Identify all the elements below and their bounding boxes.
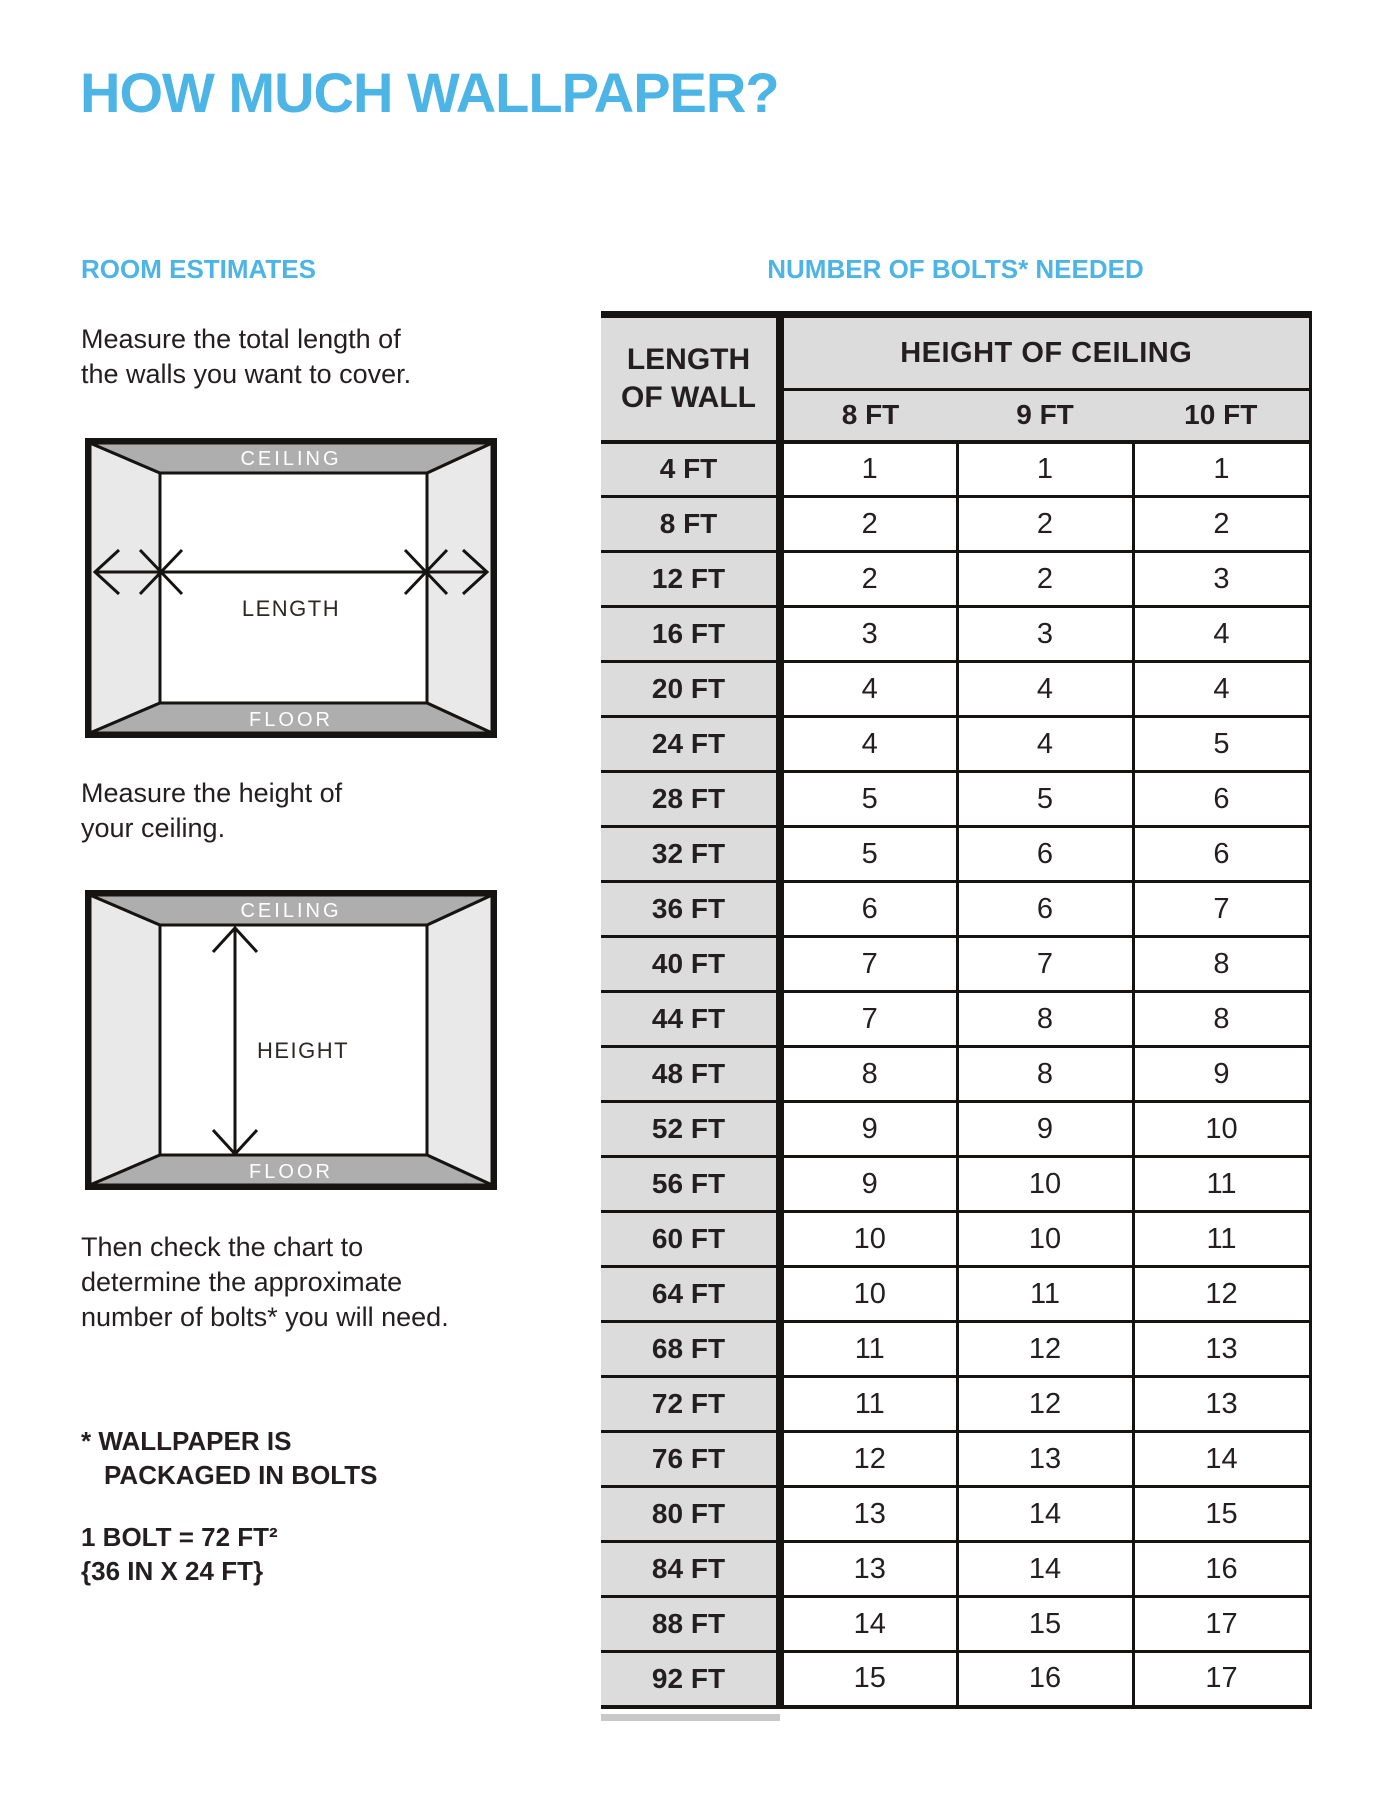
bolt-count-8ft: 8 [780,1047,957,1102]
length-of-wall-header [601,315,780,442]
table-row [601,1652,1310,1707]
bolt-count-8ft: 13 [780,1487,957,1542]
wall-length-label: 76 FT [601,1432,780,1487]
height-label: HEIGHT [257,1038,350,1063]
wall-length-label: 4 FT [601,442,780,497]
bolt-count-10ft: 17 [1133,1597,1310,1652]
instruction-line: the walls you want to cover. [81,359,412,389]
bolt-count-8ft: 13 [780,1542,957,1597]
wall-length-label: 16 FT [601,607,780,662]
bolt-count-8ft: 3 [780,607,957,662]
left-wall-shape [90,443,160,733]
bolt-count-8ft: 7 [780,992,957,1047]
col-header-9ft: 9 FT [957,390,1133,442]
wall-length-label: 64 FT [601,1267,780,1322]
bolt-count-8ft: 7 [780,937,957,992]
footnote-line: * WALLPAPER IS [81,1426,292,1456]
table-row [601,442,1310,497]
ceiling-label: CEILING [240,900,342,922]
table-shadow [601,1714,780,1721]
bolt-count-10ft: 12 [1133,1267,1310,1322]
bolt-count-9ft: 1 [957,442,1133,497]
page-title: HOW MUCH WALLPAPER? [80,61,779,124]
bolt-count-9ft: 4 [957,662,1133,717]
table-row [601,1157,1310,1212]
wall-length-label: 52 FT [601,1102,780,1157]
bolt-count-8ft: 10 [780,1212,957,1267]
wall-length-label: 56 FT [601,1157,780,1212]
instruction-line: number of bolts* you will need. [81,1302,449,1332]
bolts-table-container [601,311,1312,1709]
bolt-spec-line: {36 IN X 24 FT} [81,1556,264,1586]
bolt-count-9ft: 8 [957,1047,1133,1102]
length-label: LENGTH [241,596,341,621]
wall-length-label: 20 FT [601,662,780,717]
bolt-count-9ft: 3 [957,607,1133,662]
wall-length-label: 60 FT [601,1212,780,1267]
table-row [601,1047,1310,1102]
col-header-10ft: 10 FT [1133,390,1310,442]
bolt-count-10ft: 10 [1133,1102,1310,1157]
table-row [601,1102,1310,1157]
bolt-count-8ft: 15 [780,1652,957,1707]
wall-length-label: 8 FT [601,497,780,552]
height-of-ceiling-header: HEIGHT OF CEILING [780,315,1310,390]
instruction-line: Measure the total length of [81,324,401,354]
bolt-count-9ft: 16 [957,1652,1133,1707]
bolt-count-9ft: 2 [957,497,1133,552]
bolt-count-8ft: 11 [780,1322,957,1377]
wall-length-label: 92 FT [601,1652,780,1707]
bolt-count-10ft: 6 [1133,827,1310,882]
bolt-count-9ft: 7 [957,937,1133,992]
bolts-table [601,311,1312,1709]
bolt-count-9ft: 9 [957,1102,1133,1157]
bolt-count-10ft: 4 [1133,662,1310,717]
bolt-count-9ft: 6 [957,882,1133,937]
bolt-count-8ft: 4 [780,717,957,772]
bolt-count-9ft: 10 [957,1212,1133,1267]
bolt-count-8ft: 9 [780,1157,957,1212]
floor-label: FLOOR [249,709,333,731]
bolt-count-9ft: 12 [957,1377,1133,1432]
table-row [601,1432,1310,1487]
bolt-count-9ft: 13 [957,1432,1133,1487]
bolt-count-10ft: 11 [1133,1157,1310,1212]
bolt-count-9ft: 11 [957,1267,1133,1322]
wall-length-label: 32 FT [601,827,780,882]
floor-label: FLOOR [249,1161,333,1183]
footnote-line: PACKAGED IN BOLTS [104,1460,378,1490]
bolt-count-9ft: 14 [957,1487,1133,1542]
bolt-count-10ft: 4 [1133,607,1310,662]
bolt-count-8ft: 2 [780,497,957,552]
bolt-count-10ft: 11 [1133,1212,1310,1267]
wall-length-label: 68 FT [601,1322,780,1377]
room-length-diagram [85,438,497,738]
table-row [601,882,1310,937]
table-row [601,1267,1310,1322]
bolts-table-heading: NUMBER OF BOLTS* NEEDED [767,254,1144,284]
bolt-count-10ft: 13 [1133,1322,1310,1377]
check-chart-instruction [81,1230,521,1335]
bolt-count-10ft: 15 [1133,1487,1310,1542]
wall-length-label: 44 FT [601,992,780,1047]
wall-length-label: 80 FT [601,1487,780,1542]
table-row [601,607,1310,662]
bolt-count-10ft: 17 [1133,1652,1310,1707]
ceiling-label: CEILING [240,448,342,470]
bolt-count-10ft: 3 [1133,552,1310,607]
ceiling-height-diagram [85,890,497,1190]
bolt-count-9ft: 2 [957,552,1133,607]
right-wall-shape [427,895,492,1185]
table-header-row [601,315,1310,390]
header-line: LENGTH [626,342,751,376]
table-row [601,937,1310,992]
bolt-count-8ft: 5 [780,772,957,827]
wall-length-label: 88 FT [601,1597,780,1652]
bolt-spec [81,1520,278,1588]
measure-length-instruction [81,322,521,392]
bolt-count-8ft: 6 [780,882,957,937]
bolt-count-9ft: 4 [957,717,1133,772]
bolt-count-9ft: 15 [957,1597,1133,1652]
wall-length-label: 40 FT [601,937,780,992]
table-row [601,1322,1310,1377]
bolt-count-10ft: 14 [1133,1432,1310,1487]
bolt-count-10ft: 8 [1133,992,1310,1047]
bolt-count-8ft: 12 [780,1432,957,1487]
bolt-count-9ft: 14 [957,1542,1133,1597]
wall-length-label: 12 FT [601,552,780,607]
instruction-line: Then check the chart to [81,1232,364,1262]
back-wall-shape [160,473,427,703]
left-wall-shape [90,895,160,1185]
table-row [601,1487,1310,1542]
bolt-count-8ft: 10 [780,1267,957,1322]
bolt-count-10ft: 7 [1133,882,1310,937]
table-row [601,772,1310,827]
bolt-count-10ft: 9 [1133,1047,1310,1102]
bolt-count-8ft: 5 [780,827,957,882]
bolt-count-10ft: 6 [1133,772,1310,827]
bolt-count-10ft: 1 [1133,442,1310,497]
wall-length-label: 24 FT [601,717,780,772]
instruction-line: Measure the height of [81,778,343,808]
measure-height-instruction [81,776,521,846]
table-row [601,552,1310,607]
bolt-count-10ft: 13 [1133,1377,1310,1432]
table-body [601,442,1310,1707]
bolts-footnote [81,1424,377,1492]
table-row [601,662,1310,717]
wall-length-label: 84 FT [601,1542,780,1597]
wall-length-label: 28 FT [601,772,780,827]
table-row [601,1597,1310,1652]
right-wall-shape [427,443,492,733]
table-row [601,1542,1310,1597]
room-estimates-heading: ROOM ESTIMATES [81,254,316,284]
bolt-count-10ft: 16 [1133,1542,1310,1597]
instruction-line: your ceiling. [81,813,226,843]
bolt-count-10ft: 8 [1133,937,1310,992]
wall-length-label: 36 FT [601,882,780,937]
bolt-count-10ft: 5 [1133,717,1310,772]
bolt-count-9ft: 6 [957,827,1133,882]
table-row [601,497,1310,552]
table-row [601,717,1310,772]
bolt-spec-line: 1 BOLT = 72 FT² [81,1522,278,1552]
wall-length-label: 48 FT [601,1047,780,1102]
table-row [601,1212,1310,1267]
bolt-count-8ft: 1 [780,442,957,497]
wall-length-label: 72 FT [601,1377,780,1432]
bolt-count-8ft: 14 [780,1597,957,1652]
bolt-count-9ft: 8 [957,992,1133,1047]
bolt-count-8ft: 4 [780,662,957,717]
col-header-8ft: 8 FT [780,390,957,442]
bolt-count-8ft: 9 [780,1102,957,1157]
table-row [601,1377,1310,1432]
bolt-count-9ft: 5 [957,772,1133,827]
bolt-count-9ft: 10 [957,1157,1133,1212]
table-row [601,827,1310,882]
bolt-count-10ft: 2 [1133,497,1310,552]
instruction-line: determine the approximate [81,1267,403,1297]
bolt-count-8ft: 2 [780,552,957,607]
bolt-count-8ft: 11 [780,1377,957,1432]
table-row [601,992,1310,1047]
header-line: OF WALL [621,380,756,414]
bolt-count-9ft: 12 [957,1322,1133,1377]
